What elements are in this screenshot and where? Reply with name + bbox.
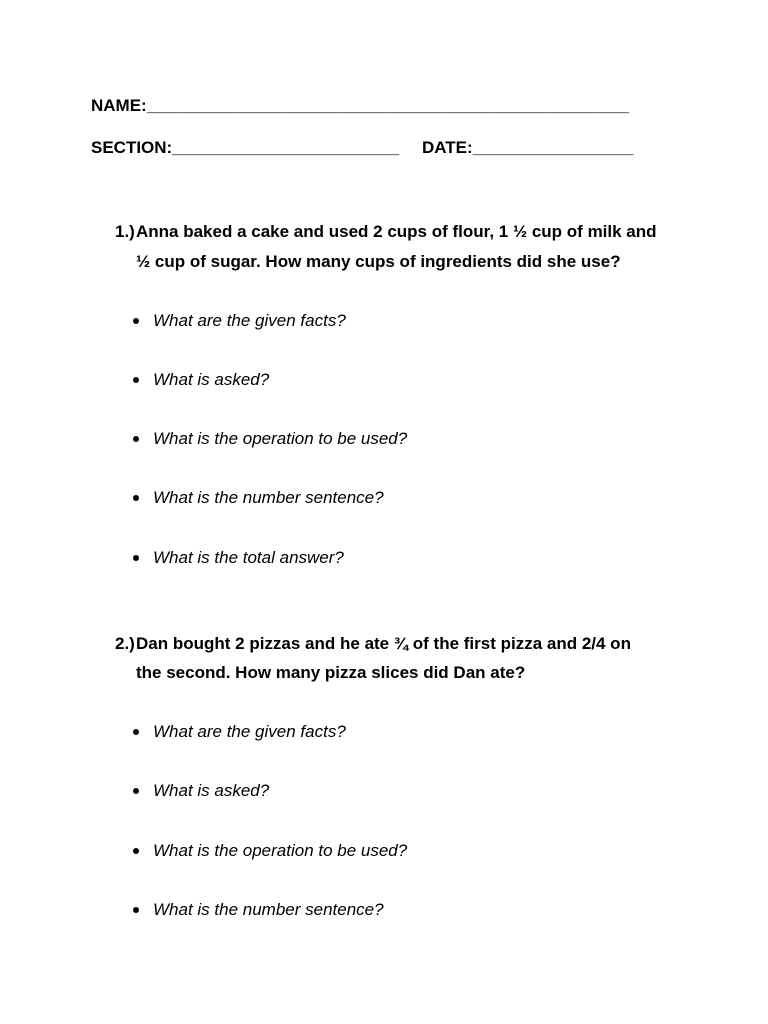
- date-field-line: DATE:_________________: [422, 138, 634, 157]
- bullet-icon: [133, 729, 139, 735]
- prompt-text: What is the number sentence?: [153, 900, 384, 919]
- prompt-text: What are the given facts?: [153, 311, 346, 330]
- question-1-prompt: [133, 428, 407, 450]
- prompt-text: What is asked?: [153, 781, 270, 800]
- question-1-prompt: [133, 369, 269, 391]
- question-2-prompt: [133, 899, 384, 921]
- bullet-icon: [133, 555, 139, 561]
- bullet-icon: [133, 907, 139, 913]
- bullet-icon: [133, 495, 139, 501]
- prompt-text: What is asked?: [153, 370, 270, 389]
- prompt-text: What is the operation to be used?: [153, 841, 408, 860]
- question-2-text-line-1: Dan bought 2 pizzas and he ate ¾ of the first pizza and 2/4 on: [136, 634, 631, 653]
- bullet-icon: [133, 848, 139, 854]
- question-1-text-line-1: Anna baked a cake and used 2 cups of flour, 1 ½ cup of milk and: [136, 222, 657, 241]
- section-field-line: SECTION:________________________: [91, 138, 400, 157]
- question-1-prompt: [133, 547, 344, 569]
- question-2-prompt: [133, 721, 346, 743]
- question-2-prompt: [133, 780, 269, 802]
- bullet-icon: [133, 436, 139, 442]
- prompt-text: What is the number sentence?: [153, 488, 384, 507]
- question-1-number: 1.): [115, 222, 135, 241]
- bullet-icon: [133, 788, 139, 794]
- question-2-prompt: [133, 840, 407, 862]
- question-2-text-line-2: the second. How many pizza slices did Dan ate?: [136, 663, 526, 682]
- bullet-icon: [133, 318, 139, 324]
- prompt-text: What is the total answer?: [153, 548, 344, 567]
- question-1-text-line-2: ½ cup of sugar. How many cups of ingredients did she use?: [136, 252, 621, 271]
- prompt-text: What is the operation to be used?: [153, 429, 408, 448]
- bullet-icon: [133, 377, 139, 383]
- question-1-prompt: [133, 310, 346, 332]
- name-field-line: NAME:___________________________________________________: [91, 96, 629, 115]
- question-2-number: 2.): [115, 634, 135, 653]
- prompt-text: What are the given facts?: [153, 722, 346, 741]
- question-1-prompt: [133, 487, 384, 509]
